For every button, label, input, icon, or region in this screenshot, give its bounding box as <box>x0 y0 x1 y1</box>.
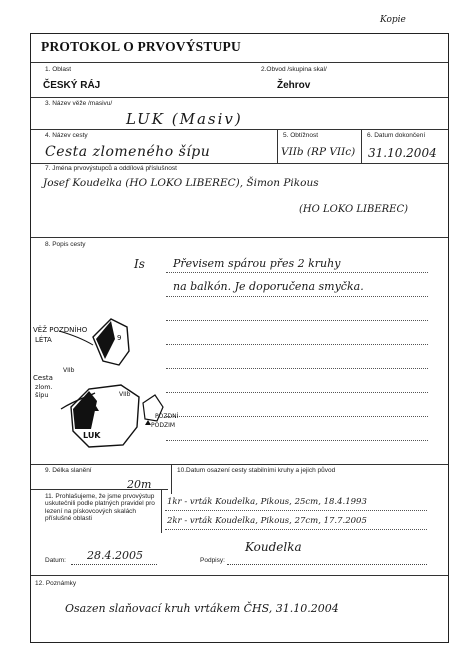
signature: Koudelka <box>245 540 302 554</box>
poznamky-value: Osazen slaňovací kruh vrtákem ČHS, 31.10.2004 <box>65 602 339 615</box>
prohlaseni-label: 11. Prohlašujeme, že jsme prvovýstup uskutečnili podle platných pravidel pro lezení na pískovcových skalách příslušné oblasti <box>45 493 155 523</box>
sketch-marker-1: VIIb <box>63 367 75 374</box>
poznamky-label: 12. Poznámky <box>35 580 77 587</box>
oblast-value: ČESKÝ RÁJ <box>43 80 101 91</box>
popis-label: 8. Popis cesty <box>45 241 86 248</box>
datum-value: 31.10.2004 <box>368 146 437 160</box>
kruhy-label: 10.Datum osazení cesty stabilními kruhy a jejich původ <box>177 467 336 474</box>
popis-line1: Převisem spárou přes 2 kruhy <box>173 257 341 270</box>
prvovystupci-line2: (HO LOKO LIBEREC) <box>299 204 409 215</box>
sketch-marker-2: VIIb <box>119 391 131 398</box>
cesta-label: 4. Název cesty <box>45 132 88 139</box>
delka-label: 9. Délka slanění <box>45 467 92 474</box>
datum2-label: Datum: <box>45 557 66 564</box>
podzim-note-2: PODZIM <box>151 422 176 429</box>
corner-note: Kopie <box>380 15 406 25</box>
obtiznost-value: VIIb (RP VIIc) <box>281 146 356 158</box>
datum-label: 6. Datum dokončení <box>367 132 426 139</box>
obvod-label: 2.Obvod /skupina skal/ <box>261 66 327 73</box>
tower-note-1: VĚŽ POZDNÍHO <box>33 326 88 334</box>
vez-label: 3. Název věže /masivu/ <box>45 100 113 107</box>
tower-note-2: LÉTA <box>35 336 52 344</box>
page-title: PROTOKOL O PRVOVÝSTUPU <box>41 39 241 54</box>
podzim-note-1: POZDNÍ <box>155 413 179 420</box>
popis-line2: na balkón. Je doporučena smyčka. <box>173 280 364 293</box>
kruhy-line1: 1kr - vrták Koudelka, Pikous, 25cm, 18.4.1993 <box>167 497 367 507</box>
popis-marker: Is <box>134 257 145 271</box>
route-note-1: Cesta <box>33 374 53 382</box>
delka-value: 20m <box>127 478 152 491</box>
oblast-label: 1. Oblast <box>45 66 72 73</box>
luk-label: LUK <box>83 431 101 440</box>
route-note-3: šípu <box>35 391 49 399</box>
obvod-value: Žehrov <box>277 80 311 91</box>
vez-value: LUK (Masiv) <box>126 110 243 128</box>
kruhy-line2: 2kr - vrták Koudelka, Pikous, 27cm, 17.7.2005 <box>167 516 367 526</box>
cesta-value: Cesta zlomeného šípu <box>45 144 211 160</box>
sketch-number-9: 9 <box>117 334 122 342</box>
obtiznost-label: 5. Obtížnost <box>283 132 319 139</box>
route-note-2: zlom. <box>35 383 53 391</box>
protocol-form <box>30 33 449 643</box>
prvovystupci-label: 7. Jména prvovýstupců a oddílová příslušnost <box>45 165 177 172</box>
prvovystupci-line1: Josef Koudelka (HO LOKO LIBEREC), Šimon Pikous <box>43 177 319 189</box>
datum2-value: 28.4.2005 <box>87 549 143 562</box>
podpisy-label: Podpisy: <box>200 557 225 564</box>
